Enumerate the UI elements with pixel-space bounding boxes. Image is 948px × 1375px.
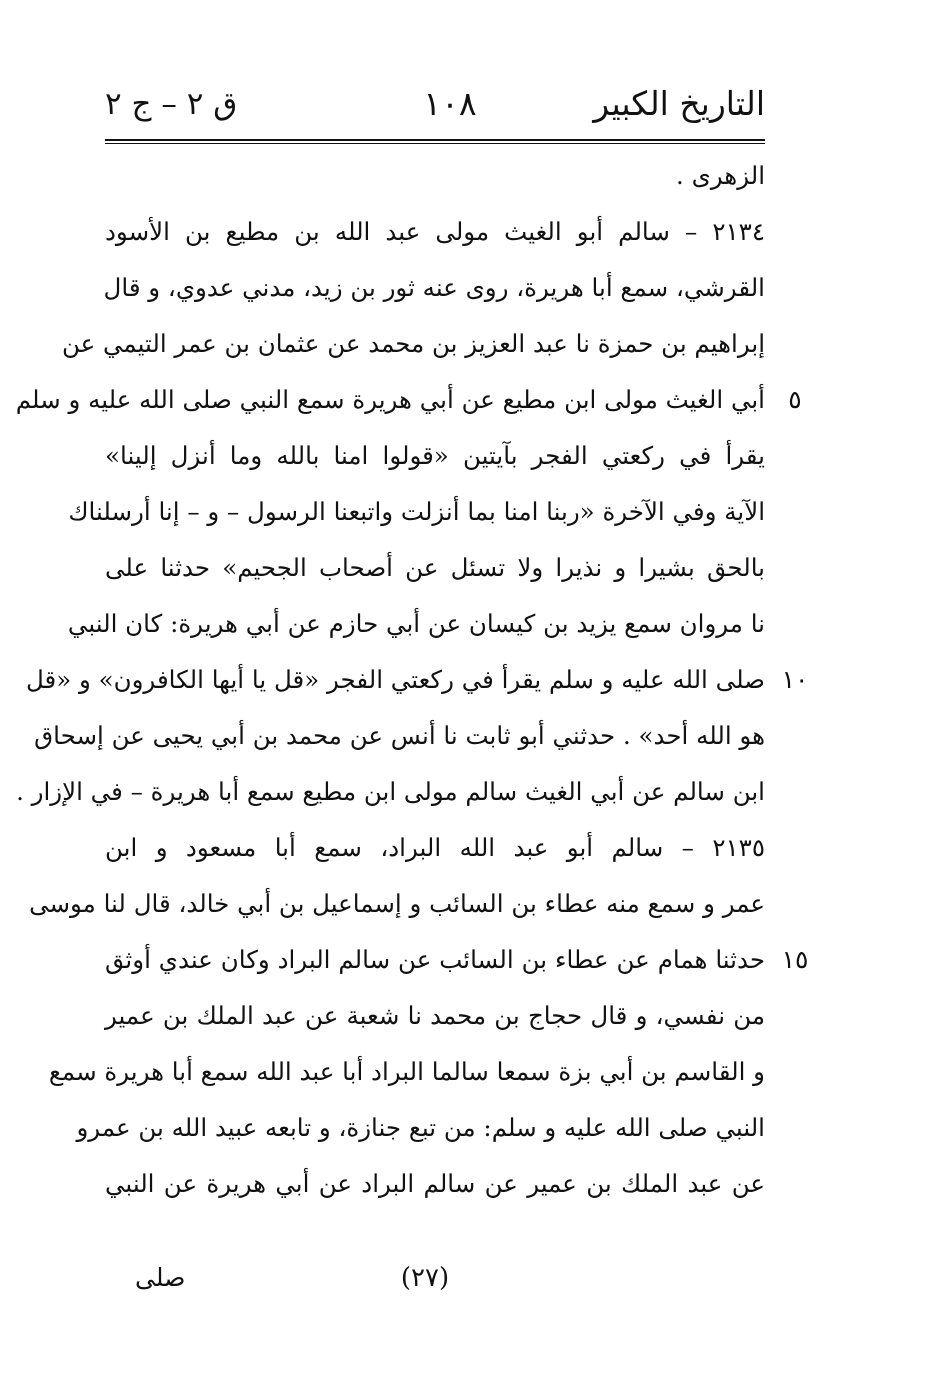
catchword: صلى [135,1263,186,1292]
margin-line-number: ٥ [788,385,802,414]
volume-reference: ق ٢ – ج ٢ [105,86,238,122]
text-line: إبراهيم بن حمزة نا عبد العزيز بن محمد عن عثمان بن عمر التيمي عن [61,329,765,358]
running-title: التاريخ الكبير [593,84,765,123]
text-line: يقرأ في ركعتي الفجر بآيتين «قولوا امنا بالله وما أنزل إلينا» [105,441,765,470]
text-line: عن عبد الملك بن عمير عن سالم البراد عن أبي هريرة عن النبي [105,1169,765,1198]
margin-line-number: ١٥ [781,945,809,974]
text-line: أبي الغيث مولى ابن مطيع عن أبي هريرة سمع النبي صلى الله عليه و سلم [15,385,765,414]
text-line: ٢١٣٤ – سالم أبو الغيث مولى عبد الله بن مطيع بن الأسود [105,217,765,246]
header-rule [105,139,765,144]
text-line: حدثنا همام عن عطاء بن السائب عن سالم البراد وكان عندي أوثق [105,945,765,974]
text-line: ٢١٣٥ – سالم أبو عبد الله البراد، سمع أبا مسعود و ابن [105,833,765,862]
text-line: هو الله أحد» . حدثني أبو ثابت نا أنس عن محمد بن أبي يحيى عن إسحاق [34,721,765,750]
text-line: ابن سالم عن أبي الغيث سالم مولى ابن مطيع سمع أبا هريرة – في الإزار . [16,777,765,806]
text-line: نا مروان سمع يزيد بن كيسان عن أبي حازم عن أبي هريرة: كان النبي [67,609,765,638]
text-line: القرشي، سمع أبا هريرة، روى عنه ثور بن زيد، مدني عدوي، و قال [103,273,765,302]
signature-mark: (٢٧) [400,1263,450,1293]
page-footer [105,1250,765,1306]
text-line: الآية وفي الآخرة «ربنا امنا بما أنزلت واتبعنا الرسول – و – إنا أرسلناك [68,497,765,526]
page-number: ١٠٨ [423,84,477,123]
text-line: صلى الله عليه و سلم يقرأ في ركعتي الفجر «قل يا أيها الكافرون» و «قل [25,665,765,694]
margin-line-number: ١٠ [781,665,809,694]
text-line: الزهری . [676,161,765,190]
text-line: و القاسم بن أبي بزة سمعا سالما البراد أبا عبد الله سمع أبا هريرة سمع [48,1057,765,1086]
text-line: عمر و سمع منه عطاء بن السائب و إسماعيل بن أبي خالد، قال لنا موسى [29,889,765,918]
running-header [105,76,765,132]
text-line: من نفسي، و قال حجاج بن محمد نا شعبة عن عبد الملك بن عمير [105,1001,765,1030]
text-line: النبي صلى الله عليه و سلم: من تبع جنازة، و تابعه عبيد الله بن عمرو [76,1113,765,1142]
text-line: بالحق بشيرا و نذيرا ولا تسئل عن أصحاب الجحيم» حدثنا على [105,553,765,582]
